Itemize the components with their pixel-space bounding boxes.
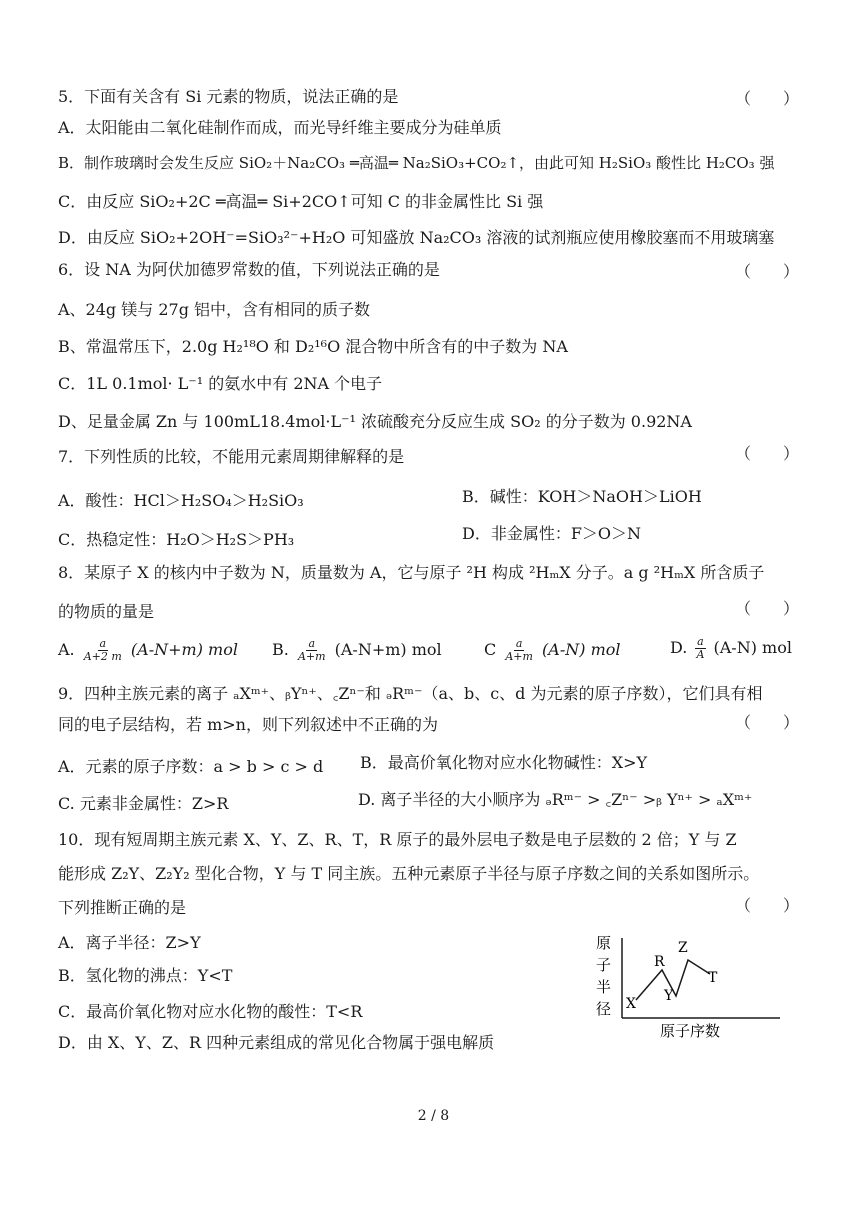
fraction-denominator: A+2 m xyxy=(83,650,122,663)
q6-option-c: C．1L 0.1mol· L⁻¹ 的氨水中有 2NA 个电子 xyxy=(58,374,383,393)
q8-option-b-label: B. xyxy=(272,640,289,659)
point-label-r: R xyxy=(654,954,665,970)
q8-stem-line2: 的物质的量是 xyxy=(58,602,155,621)
q7-option-a: A．酸性：HCl＞H₂SO₄＞H₂SiO₃ xyxy=(58,491,304,510)
q10-answer-paren: （ ） xyxy=(734,896,799,915)
y-axis-label-char: 径 xyxy=(596,1000,612,1018)
q9-answer-paren: （ ） xyxy=(734,713,799,732)
q8-option-c-tail: (A-N) mol xyxy=(542,640,621,659)
q5-option-d: D．由反应 SiO₂+2OH⁻=SiO₃²⁻+H₂O 可知盛放 Na₂CO₃ 溶液的试剂瓶应使用橡胶塞而不用玻璃塞 xyxy=(58,228,775,247)
fraction-denominator: A xyxy=(696,648,705,661)
y-axis-label-char: 半 xyxy=(596,978,612,996)
q10-stem-line3: 下列推断正确的是 xyxy=(58,898,187,917)
q10-option-a: A．离子半径：Z>Y xyxy=(58,933,201,952)
q10-stem-line1: 10．现有短周期主族元素 X、Y、Z、R、T，R 原子的最外层电子数是电子层数的 2 倍；Y 与 Z xyxy=(58,830,737,849)
point-label-t: T xyxy=(708,970,718,986)
fraction-numerator: a xyxy=(99,637,107,650)
point-label-x: X xyxy=(626,996,636,1012)
q9-option-a: A．元素的原子序数：a > b > c > d xyxy=(58,757,324,776)
y-axis-label-char: 原 xyxy=(596,934,612,952)
q9-stem-line1: 9．四种主族元素的离子 ₐXᵐ⁺、ᵦYⁿ⁺、꜀Zⁿ⁻和 ₔRᵐ⁻（a、b、c、d 为元素的原子序数），它们具有相 xyxy=(58,684,763,703)
q5-stem: 5．下面有关含有 Si 元素的物质，说法正确的是 xyxy=(58,87,399,106)
q7-option-d: D．非金属性：F＞O＞N xyxy=(462,524,642,543)
q8-option-c xyxy=(484,638,620,663)
q6-option-d: D、足量金属 Zn 与 100mL18.4mol·L⁻¹ 浓硫酸充分反应生成 SO₂ 的分子数为 0.92NA xyxy=(58,412,692,431)
q8-option-a xyxy=(58,638,238,663)
q8-option-d xyxy=(670,636,792,661)
q9-option-c: C. 元素非金属性：Z>R xyxy=(58,794,229,813)
q5-answer-paren: （ ） xyxy=(734,89,799,108)
point-label-y: Y xyxy=(664,988,674,1004)
q10-stem-line2: 能形成 Z₂Y、Z₂Y₂ 型化合物，Y 与 T 同主族。五种元素原子半径与原子序数之间的关系如图所示。 xyxy=(58,864,760,883)
q5-option-b: B．制作玻璃时会发生反应 SiO₂＋Na₂CO₃ ═高温═ Na₂SiO₃+CO₂↑，由此可知 H₂SiO₃ 酸性比 H₂CO₃ 强 xyxy=(58,154,775,172)
y-axis-label-char: 子 xyxy=(596,956,612,974)
q5-option-c: C．由反应 SiO₂+2C ═高温═ Si+2CO↑可知 C 的非金属性比 Si 强 xyxy=(58,192,544,211)
q10-option-d: D．由 X、Y、Z、R 四种元素组成的常见化合物属于强电解质 xyxy=(58,1033,495,1052)
q7-answer-paren: （ ） xyxy=(734,444,799,463)
q9-option-b: B．最高价氧化物对应水化物碱性：X>Y xyxy=(360,753,648,772)
q8-option-c-fraction xyxy=(503,638,535,663)
fraction-numerator: a xyxy=(515,637,523,650)
q7-option-b: B．碱性：KOH＞NaOH＞LiOH xyxy=(462,487,702,506)
q7-option-c: C．热稳定性：H₂O＞H₂S＞PH₃ xyxy=(58,530,295,549)
fraction-numerator: a xyxy=(697,635,704,648)
page-number: 2 / 8 xyxy=(417,1108,450,1124)
q7-stem: 7．下列性质的比较，不能用元素周期律解释的是 xyxy=(58,447,405,466)
q8-option-c-label: C xyxy=(484,640,497,659)
fraction-numerator: a xyxy=(308,637,316,650)
q8-option-a-fraction xyxy=(82,638,124,663)
q6-stem: 6．设 NA 为阿伏加德罗常数的值，下列说法正确的是 xyxy=(58,260,440,279)
point-label-z: Z xyxy=(678,940,688,956)
fraction-denominator: A+m xyxy=(505,650,533,663)
q8-option-b-tail: (A-N+m) mol xyxy=(334,640,442,659)
q9-stem-line2: 同的电子层结构，若 m>n，则下列叙述中不正确的为 xyxy=(58,715,438,734)
q8-option-a-tail: (A-N+m) mol xyxy=(130,640,238,659)
q5-option-a: A．太阳能由二氧化硅制作而成，而光导纤维主要成分为硅单质 xyxy=(58,118,502,137)
q6-option-b: B、常温常压下，2.0g H₂¹⁸O 和 D₂¹⁶O 混合物中所含有的中子数为 NA xyxy=(58,337,568,356)
q10-radius-graph xyxy=(592,930,782,1050)
q10-option-b: B．氢化物的沸点：Y<T xyxy=(58,966,233,985)
x-axis-label: 原子序数 xyxy=(660,1022,721,1040)
q9-option-d: D. 离子半径的大小顺序为 ₔRᵐ⁻ > ꜀Zⁿ⁻ >ᵦ Yⁿ⁺ > ₐXᵐ⁺ xyxy=(358,790,753,809)
q6-option-a: A、24g 镁与 27g 铝中，含有相同的质子数 xyxy=(58,300,371,319)
q6-answer-paren: （ ） xyxy=(734,262,799,281)
q8-option-a-label: A. xyxy=(58,640,75,659)
q8-option-d-label: D. xyxy=(670,638,688,657)
q8-option-d-tail: (A-N) mol xyxy=(713,638,792,657)
q8-option-b xyxy=(272,638,442,663)
q10-option-c: C．最高价氧化物对应水化物的酸性：T<R xyxy=(58,1002,363,1021)
q8-answer-paren: （ ） xyxy=(734,599,799,618)
q8-option-b-fraction xyxy=(296,638,328,663)
fraction-denominator: A+m xyxy=(297,650,326,663)
q8-option-d-fraction xyxy=(694,636,706,661)
q8-stem-line1: 8．某原子 X 的核内中子数为 N，质量数为 A，它与原子 ²H 构成 ²HₘX 分子。a g ²HₘX 所含质子 xyxy=(58,563,765,582)
